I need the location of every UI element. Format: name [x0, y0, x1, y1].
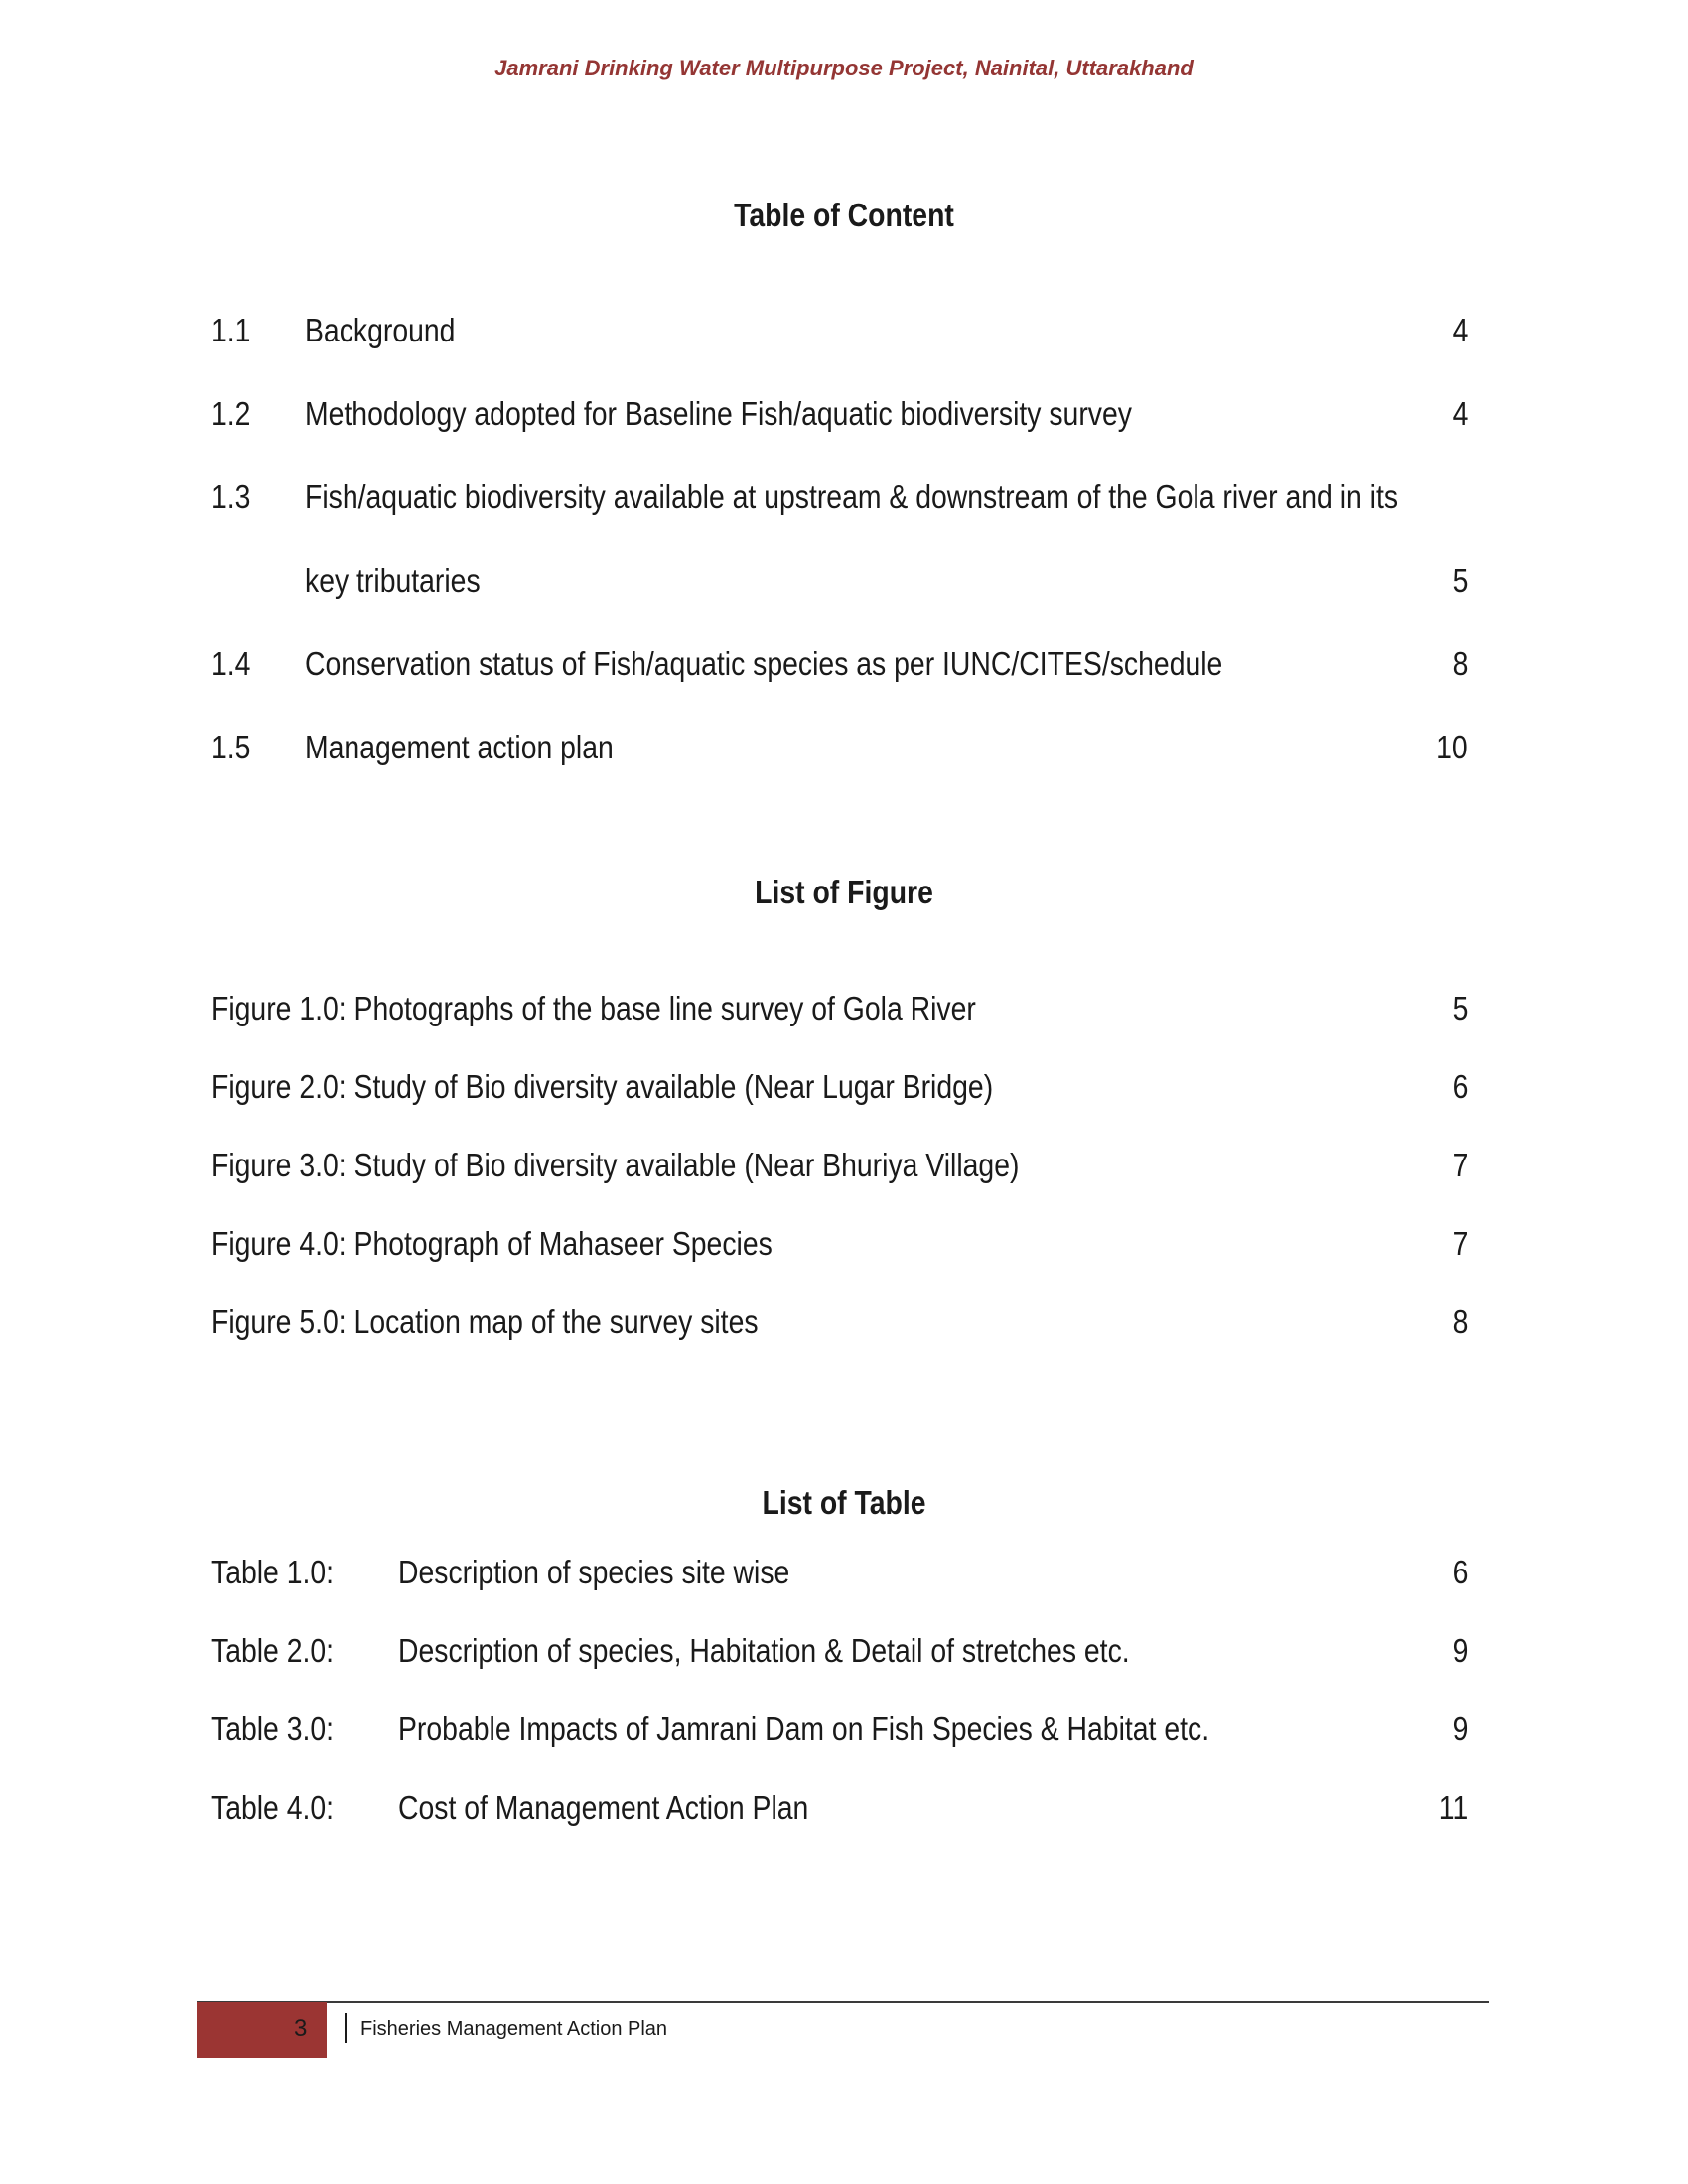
table-entry-page: 9: [1452, 1710, 1468, 1747]
figure-entry[interactable]: [211, 1144, 1468, 1187]
toc-entry-text: Background: [305, 312, 456, 348]
toc-entry-page: 4: [1452, 395, 1468, 432]
toc-entry-number: 1.4: [211, 645, 251, 682]
footer-rule: [197, 2001, 1489, 2003]
table-entry-text: Description of species site wise: [398, 1554, 790, 1590]
table-entry-page: 9: [1452, 1632, 1468, 1669]
figure-entry-page: 7: [1452, 1225, 1468, 1262]
figure-entry-text: Figure 2.0: Study of Bio diversity available (Near Lugar Bridge): [211, 1068, 994, 1105]
toc-entry[interactable]: [211, 559, 1468, 603]
toc-entry[interactable]: [211, 726, 1468, 769]
toc-entry-number: 1.1: [211, 312, 251, 348]
toc-entry-text: Conservation status of Fish/aquatic species as per IUNC/CITES/schedule: [305, 645, 1223, 682]
table-entry[interactable]: [211, 1707, 1468, 1751]
table-entry-text: Cost of Management Action Plan: [398, 1789, 809, 1826]
figure-entry[interactable]: [211, 1300, 1468, 1344]
toc-entry-text: Methodology adopted for Baseline Fish/aquatic biodiversity survey: [305, 395, 1132, 432]
toc-entry-text: Management action plan: [305, 729, 614, 765]
figure-entry-text: Figure 4.0: Photograph of Mahaseer Species: [211, 1225, 773, 1262]
tables-title: List of Table: [762, 1484, 926, 1521]
table-entry[interactable]: [211, 1629, 1468, 1673]
table-entry-number: Table 3.0:: [211, 1710, 335, 1747]
figure-entry[interactable]: [211, 1065, 1468, 1109]
figure-entry-page: 6: [1452, 1068, 1468, 1105]
figure-entry-text: Figure 5.0: Location map of the survey sites: [211, 1303, 759, 1340]
table-entry-text: Probable Impacts of Jamrani Dam on Fish Species & Habitat etc.: [398, 1710, 1210, 1747]
toc-entry-page: 4: [1452, 312, 1468, 348]
table-entry[interactable]: [211, 1786, 1468, 1830]
footer-page-number: 3: [294, 2015, 308, 2042]
table-entry-number: Table 2.0:: [211, 1632, 335, 1669]
figure-entry-page: 8: [1452, 1303, 1468, 1340]
toc-entry-number: 1.2: [211, 395, 251, 432]
toc-entry[interactable]: [211, 642, 1468, 686]
toc-title: Table of Content: [734, 197, 954, 233]
toc-entry-number: 1.3: [211, 478, 251, 515]
toc-entry-page: 8: [1452, 645, 1468, 682]
table-entry[interactable]: [211, 1551, 1468, 1594]
toc-entry[interactable]: [211, 309, 1468, 352]
table-entry-text: Description of species, Habitation & Detail of stretches etc.: [398, 1632, 1130, 1669]
figure-entry[interactable]: [211, 987, 1468, 1030]
running-header: Jamrani Drinking Water Multipurpose Project, Nainital, Uttarakhand: [494, 56, 1194, 80]
footer-text: Fisheries Management Action Plan: [360, 2018, 668, 2040]
toc-entry-text: Fish/aquatic biodiversity available at upstream & downstream of the Gola river and in its: [305, 478, 1399, 515]
figure-entry[interactable]: [211, 1222, 1468, 1266]
footer-separator: [345, 2013, 347, 2043]
toc-entry-page: 10: [1436, 729, 1468, 765]
figure-entry-page: 5: [1452, 990, 1468, 1026]
figure-entry-text: Figure 3.0: Study of Bio diversity available (Near Bhuriya Village): [211, 1147, 1020, 1183]
figures-title: List of Figure: [755, 874, 933, 910]
figure-entry-page: 7: [1452, 1147, 1468, 1183]
toc-entry-page: 5: [1452, 562, 1468, 599]
table-entry-number: Table 4.0:: [211, 1789, 335, 1826]
table-entry-number: Table 1.0:: [211, 1554, 335, 1590]
table-entry-page: 11: [1438, 1789, 1468, 1826]
table-entry-page: 6: [1452, 1554, 1468, 1590]
toc-entry[interactable]: [211, 392, 1468, 436]
toc-entry[interactable]: [211, 476, 1468, 519]
toc-entry-number: 1.5: [211, 729, 251, 765]
toc-entry-text: key tributaries: [305, 562, 481, 599]
figure-entry-text: Figure 1.0: Photographs of the base line survey of Gola River: [211, 990, 976, 1026]
